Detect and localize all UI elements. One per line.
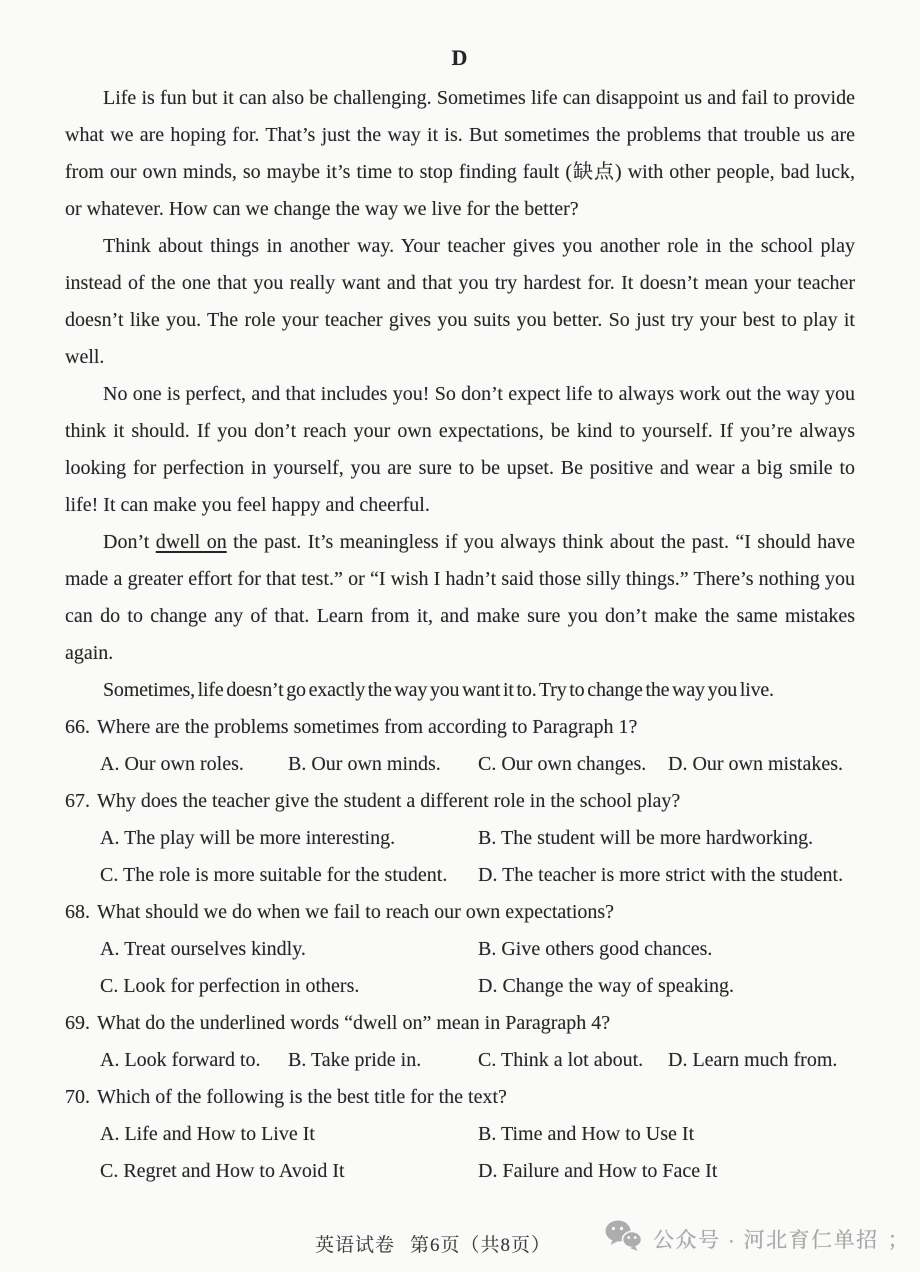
option-c: C. Our own changes. [478, 753, 647, 775]
option-d: D. The teacher is more strict with the student. [478, 864, 844, 886]
question-66 [65, 709, 855, 783]
passage-paragraph-5: Sometimes, life doesn’t go exactly the way you want it to. Try to change the way you live. [103, 679, 774, 701]
option-d: D. Failure and How to Face It [478, 1160, 718, 1182]
question-69-options [100, 1042, 855, 1079]
question-68 [65, 894, 855, 1005]
question-number: 66. [65, 716, 90, 738]
passage-paragraph-3: No one is perfect, and that includes you! So don’t expect life to always work out the way you think it should. If you don’t reach your own expectations, be kind to yourself. If you’re always looking for perfection in yourself, you are sure to be upset. Be positive and wear a big smile to life! It can make you feel happy and cheerful. [65, 383, 855, 516]
option-c: C. Regret and How to Avoid It [100, 1160, 345, 1182]
question-number: 68. [65, 901, 90, 923]
paper-title: 英语试卷 [315, 1235, 396, 1256]
question-70-stem [65, 1079, 855, 1116]
option-d: D. Our own mistakes. [668, 753, 843, 775]
passage-paragraph-4 [65, 524, 855, 672]
question-68-options-row-1 [100, 931, 855, 968]
paragraph4-prefix: Don’t [103, 531, 156, 553]
section-label: D [451, 45, 469, 70]
option-a: A. Life and How to Live It [100, 1123, 315, 1145]
option-c: C. Think a lot about. [478, 1049, 644, 1071]
question-69 [65, 1005, 855, 1079]
option-d: D. Learn much from. [668, 1049, 838, 1071]
question-text: Where are the problems sometimes from according to Paragraph 1? [97, 716, 638, 738]
option-a: A. The play will be more interesting. [100, 827, 396, 849]
question-68-options-row-2 [100, 968, 855, 1005]
option-a: A. Treat ourselves kindly. [100, 938, 306, 960]
underlined-phrase: dwell on [155, 531, 227, 553]
question-text: What do the underlined words “dwell on” mean in Paragraph 4? [97, 1012, 611, 1034]
watermark-tail: ； [887, 1229, 911, 1252]
question-68-stem [65, 894, 855, 931]
passage-paragraph-2: Think about things in another way. Your teacher gives you another role in the school play instead of the one that you really want and that you try hardest for. It doesn’t mean your teacher doesn’t like you. The role your teacher gives you suits you better. So just try your best to play it well. [65, 235, 855, 368]
question-text: Which of the following is the best title for the text? [97, 1086, 507, 1108]
option-b: B. Time and How to Use It [478, 1123, 695, 1145]
paragraph4-suffix: the past. It’s meaningless if you always think about the past. “I should have made a greater effort for that test.” or “I wish I hadn’t said those silly things.” There’s nothing you can do to change any of that. Learn from it, and make sure you don’t make the same mistakes again. [65, 531, 856, 664]
watermark [604, 1224, 910, 1254]
footer-page-label [315, 1230, 551, 1257]
questions-section [65, 709, 855, 1190]
page-number: 第6页（共8页） [410, 1235, 552, 1256]
page-footer [0, 1222, 920, 1262]
question-number: 67. [65, 790, 90, 812]
question-70-options-row-1 [100, 1116, 855, 1153]
question-number: 70. [65, 1086, 90, 1108]
question-67-options-row-2 [100, 857, 855, 894]
option-b: B. The student will be more hardworking. [478, 827, 814, 849]
option-c: C. The role is more suitable for the student. [100, 864, 448, 886]
question-66-stem [65, 709, 855, 746]
reading-passage [65, 80, 855, 709]
question-67-stem [65, 783, 855, 820]
watermark-text: 公众号 · 河北育仁单招 [653, 1229, 879, 1252]
option-a: A. Look forward to. [100, 1049, 261, 1071]
question-67 [65, 783, 855, 894]
option-b: B. Take pride in. [288, 1049, 422, 1071]
option-b: B. Our own minds. [288, 753, 441, 775]
question-67-options-row-1 [100, 820, 855, 857]
question-text: Why does the teacher give the student a different role in the school play? [97, 790, 681, 812]
option-d: D. Change the way of speaking. [478, 975, 735, 997]
question-text: What should we do when we fail to reach our own expectations? [97, 901, 615, 923]
question-70-options-row-2 [100, 1153, 855, 1190]
question-66-options [100, 746, 855, 783]
option-a: A. Our own roles. [100, 753, 244, 775]
wechat-icon [604, 1219, 644, 1253]
passage-paragraph-1: Life is fun but it can also be challenging. Sometimes life can disappoint us and fail to provide what we are hoping for. That’s just the way it is. But sometimes the problems that trouble us are from our own minds, so maybe it’s time to stop finding fault (缺点) with other people, bad luck, or whatever. How can we change the way we live for the better? [65, 87, 855, 220]
question-70 [65, 1079, 855, 1190]
question-number: 69. [65, 1012, 90, 1034]
question-69-stem [65, 1005, 855, 1042]
option-c: C. Look for perfection in others. [100, 975, 360, 997]
option-b: B. Give others good chances. [478, 938, 713, 960]
